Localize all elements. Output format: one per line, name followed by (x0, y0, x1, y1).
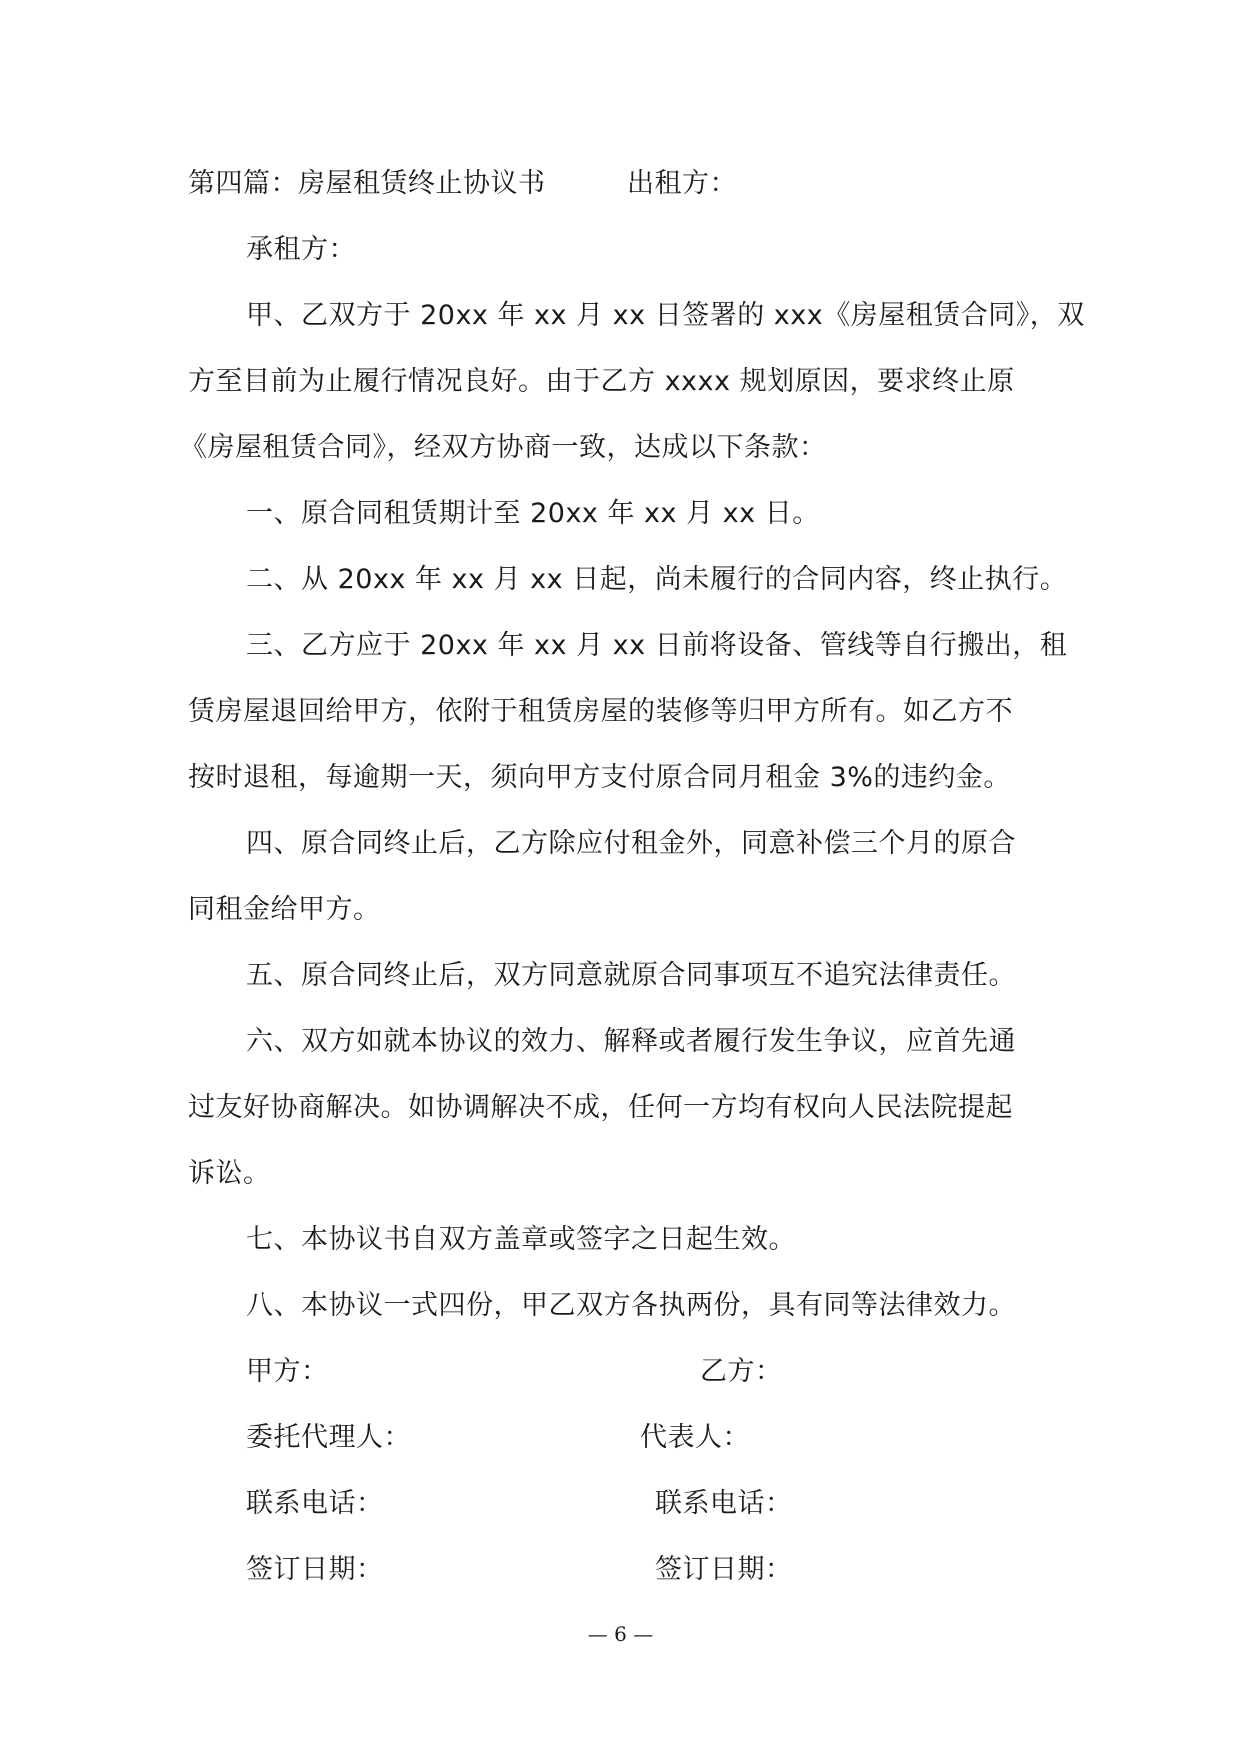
clause-6-line: 六、双方如就本协议的效力、解释或者履行发生争议，应首先通 (246, 1026, 1016, 1057)
lessor-label: 出租方： (627, 168, 737, 199)
document-heading: 第四篇：房屋租赁终止协议书 (188, 168, 546, 199)
intro-line: 甲、乙双方于 20xx 年 xx 月 xx 日签署的 xxx《房屋租赁合同》，双 (246, 300, 1085, 331)
clause-5: 五、原合同终止后，双方同意就原合同事项互不追究法律责任。 (246, 960, 1016, 991)
phone-a-label: 联系电话： (246, 1488, 384, 1519)
party-b-label: 乙方： (700, 1356, 783, 1387)
clause-3-line: 三、乙方应于 20xx 年 xx 月 xx 日前将设备、管线等自行搬出，租 (246, 630, 1068, 661)
clause-4-line: 同租金给甲方。 (188, 894, 381, 925)
agent-label: 委托代理人： (246, 1422, 411, 1453)
representative-label: 代表人： (640, 1422, 750, 1453)
clause-8: 八、本协议一式四份，甲乙双方各执两份，具有同等法律效力。 (246, 1290, 1016, 1321)
clause-6-line: 诉讼。 (188, 1158, 271, 1189)
clause-4-line: 四、原合同终止后，乙方除应付租金外，同意补偿三个月的原合 (246, 828, 1016, 859)
phone-b-label: 联系电话： (655, 1488, 793, 1519)
date-a-label: 签订日期： (246, 1554, 384, 1585)
clause-6-line: 过友好协商解决。如协调解决不成，任何一方均有权向人民法院提起 (188, 1092, 1013, 1123)
page-number: — 6 — (587, 1622, 654, 1646)
intro-line: 《房屋租赁合同》，经双方协商一致，达成以下条款： (180, 432, 827, 463)
lessee-label: 承租方： (246, 234, 356, 265)
clause-3-line: 赁房屋退回给甲方，依附于租赁房屋的装修等归甲方所有。如乙方不 (188, 696, 1013, 727)
intro-line: 方至目前为止履行情况良好。由于乙方 xxxx 规划原因，要求终止原 (188, 366, 1015, 397)
clause-7: 七、本协议书自双方盖章或签字之日起生效。 (246, 1224, 796, 1255)
date-b-label: 签订日期： (655, 1554, 793, 1585)
party-a-label: 甲方： (246, 1356, 329, 1387)
clause-1: 一、原合同租赁期计至 20xx 年 xx 月 xx 日。 (246, 498, 820, 529)
clause-3-line: 按时退租，每逾期一天，须向甲方支付原合同月租金 3%的违约金。 (188, 762, 1011, 793)
clause-2: 二、从 20xx 年 xx 月 xx 日起，尚未履行的合同内容，终止执行。 (246, 564, 1068, 595)
